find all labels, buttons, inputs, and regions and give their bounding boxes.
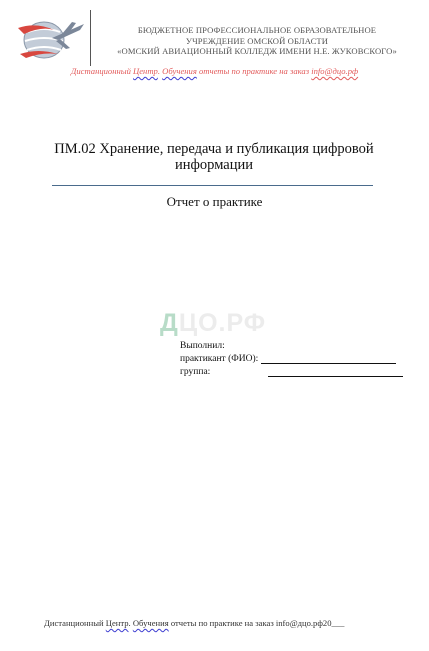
group-label: группа: — [180, 367, 211, 377]
advert-email: info@дцо.рф — [311, 66, 359, 76]
watermark-first-letter: Д — [160, 309, 179, 337]
group-fill-line[interactable] — [268, 376, 403, 377]
watermark-logo — [160, 309, 266, 338]
performed-row — [180, 340, 403, 353]
advert-separator: . — [157, 66, 163, 76]
advert-word-centre: Центр — [133, 66, 158, 76]
footer-text-2: отчеты по практике на заказ info@дцо.рф20___ — [168, 618, 345, 628]
footer-word-centre: Центр — [105, 618, 129, 628]
document-subtitle: Отчет о практике — [166, 194, 263, 209]
org-line-3: «ОМСКИЙ АВИАЦИОННЫЙ КОЛЛЕДЖ ИМЕНИ Н.Е. ЖУКОВСКОГО» — [117, 46, 397, 56]
footer-advert — [44, 618, 344, 628]
advert-text-2: отчеты по практике на заказ — [196, 66, 312, 76]
trainee-label: практикант (ФИО): — [180, 354, 259, 364]
org-line-1: БЮДЖЕТНОЕ ПРОФЕССИОНАЛЬНОЕ ОБРАЗОВАТЕЛЬНОЕ — [137, 25, 377, 35]
advert-text-1: Дистанционный — [70, 66, 134, 76]
document-title: ПМ.02 Хранение, передача и публикация цифровой информации — [54, 141, 374, 173]
footer-separator: . — [128, 618, 133, 628]
trainee-row — [180, 353, 403, 366]
advert-word-obuch: Обучения — [162, 66, 197, 76]
airplane-globe-icon — [14, 14, 88, 62]
performed-label: Выполнил: — [180, 341, 225, 351]
footer-word-obuch: Обучения — [132, 618, 169, 628]
footer-text-1: Дистанционный — [44, 618, 106, 628]
signature-block — [180, 340, 403, 379]
header-divider — [90, 10, 91, 66]
org-line-2: УЧРЕЖДЕНИЕ ОМСКОЙ ОБЛАСТИ — [185, 35, 329, 46]
trainee-fill-line[interactable] — [261, 363, 396, 364]
watermark-rest: ЦО.РФ — [178, 309, 267, 337]
organization-name — [96, 25, 418, 57]
header-advert — [0, 66, 429, 76]
group-row — [180, 366, 403, 379]
title-underline — [52, 185, 373, 186]
